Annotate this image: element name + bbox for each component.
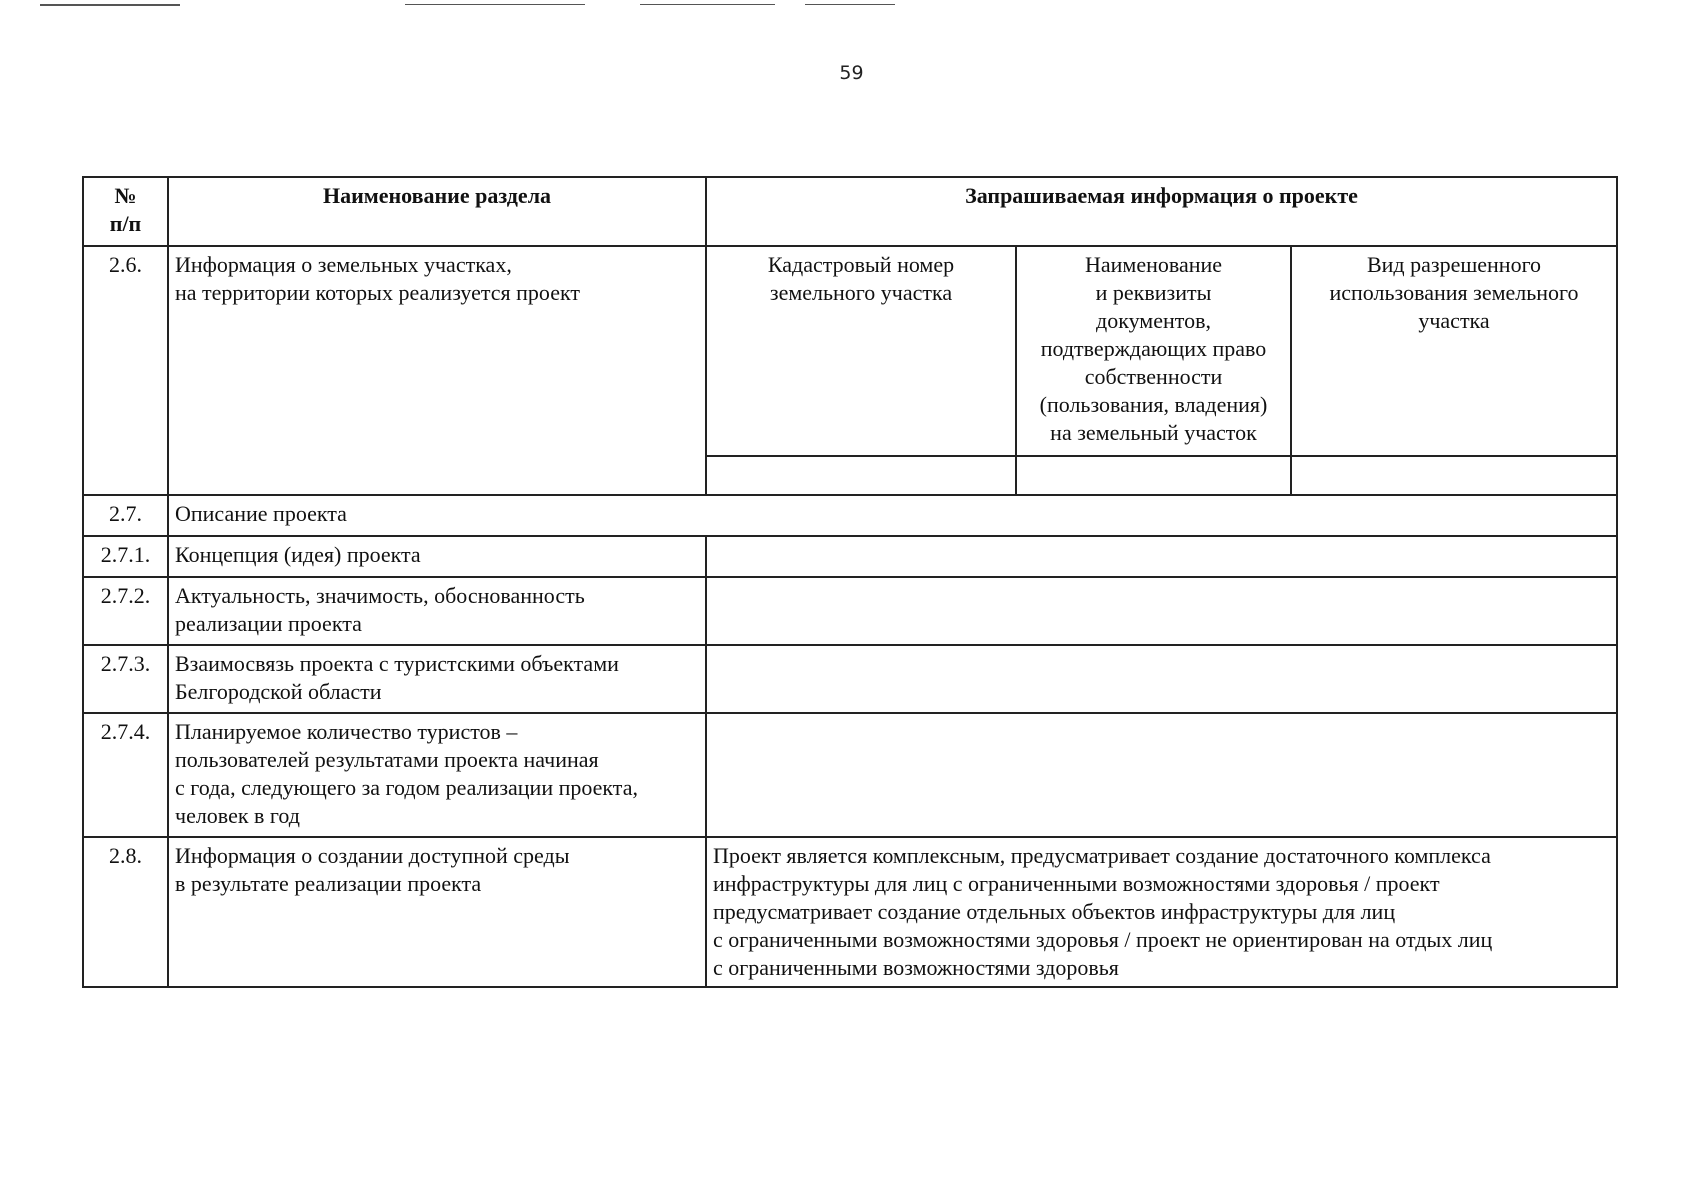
table-row bbox=[83, 577, 1617, 645]
header-section-name: Наименование раздела bbox=[168, 177, 706, 246]
row-number: 2.7.1. bbox=[83, 536, 168, 577]
row-info-field[interactable] bbox=[706, 713, 1617, 837]
table-row bbox=[83, 495, 1617, 536]
ownership-documents-field[interactable] bbox=[1016, 456, 1291, 495]
table-row bbox=[83, 837, 1617, 987]
row-section-name: Описание проекта bbox=[168, 495, 1617, 536]
row-number: 2.7.4. bbox=[83, 713, 168, 837]
subheader-cadastral-number: Кадастровый номер земельного участка bbox=[706, 246, 1016, 456]
project-info-table bbox=[82, 176, 1618, 988]
row-number: 2.6. bbox=[83, 246, 168, 495]
subheader-ownership-documents: Наименование и реквизиты документов, подтверждающих право собственности (пользования, владения) на земельный участок bbox=[1016, 246, 1291, 456]
row-section-name: Планируемое количество туристов – пользователей результатами проекта начиная с года, следующего за годом реализации проекта, человек в год bbox=[168, 713, 706, 837]
table-row bbox=[83, 713, 1617, 837]
scan-artifact-line bbox=[805, 4, 895, 5]
table-row bbox=[83, 246, 1617, 456]
page-number: 59 bbox=[839, 62, 864, 84]
table-header-row bbox=[83, 177, 1617, 246]
row-number: 2.7.3. bbox=[83, 645, 168, 713]
header-number: № п/п bbox=[83, 177, 168, 246]
subheader-permitted-use: Вид разрешенного использования земельного участка bbox=[1291, 246, 1617, 456]
row-number: 2.8. bbox=[83, 837, 168, 987]
row-number: 2.7.2. bbox=[83, 577, 168, 645]
table-row bbox=[83, 645, 1617, 713]
table-row bbox=[83, 536, 1617, 577]
row-number: 2.7. bbox=[83, 495, 168, 536]
scan-artifact-line bbox=[405, 4, 585, 5]
header-requested-info: Запрашиваемая информация о проекте bbox=[706, 177, 1617, 246]
row-section-name: Информация о создании доступной среды в результате реализации проекта bbox=[168, 837, 706, 987]
row-info-field[interactable] bbox=[706, 645, 1617, 713]
row-section-name: Взаимосвязь проекта с туристскими объектами Белгородской области bbox=[168, 645, 706, 713]
row-info-field[interactable] bbox=[706, 536, 1617, 577]
row-section-name: Информация о земельных участках, на территории которых реализуется проект bbox=[168, 246, 706, 495]
row-section-name: Концепция (идея) проекта bbox=[168, 536, 706, 577]
permitted-use-field[interactable] bbox=[1291, 456, 1617, 495]
cadastral-number-field[interactable] bbox=[706, 456, 1016, 495]
row-info-field[interactable] bbox=[706, 577, 1617, 645]
scan-artifact-line bbox=[40, 4, 180, 6]
row-section-name: Актуальность, значимость, обоснованность реализации проекта bbox=[168, 577, 706, 645]
accessible-environment-info: Проект является комплексным, предусматривает создание достаточного комплекса инфраструктуры для лиц с ограниченными возможностями здоровья / проект предусматривает создание отдельных объектов инфраструктуры для лиц с ограниченными возможностями здоровья / проект не ориентирован на отдых лиц с ограниченными возможностями здоровья bbox=[706, 837, 1617, 987]
scan-artifact-line bbox=[640, 4, 775, 5]
